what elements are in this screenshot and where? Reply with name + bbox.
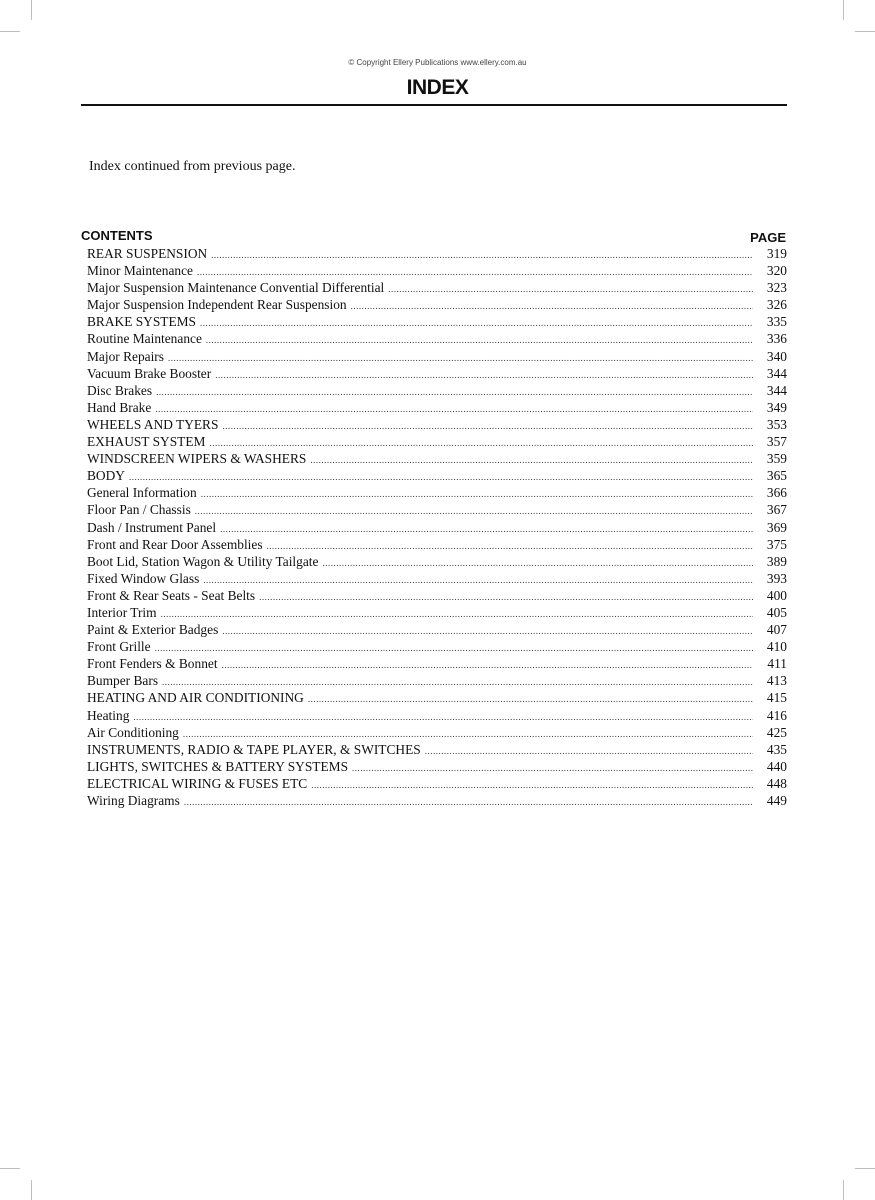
toc-dot-leader <box>267 538 753 555</box>
toc-entry <box>87 587 787 604</box>
toc-entry <box>87 365 787 382</box>
crop-mark-top-right-v <box>843 0 844 20</box>
toc-entry-label: Air Conditioning <box>87 724 179 740</box>
toc-entry-page: 353 <box>766 416 787 432</box>
toc-entry <box>87 416 787 433</box>
toc-entry <box>87 621 787 638</box>
toc-entry-page: 413 <box>766 673 787 689</box>
crop-mark-bottom-left-v <box>31 1180 32 1200</box>
toc-entry-label: Floor Pan / Chassis <box>87 502 191 518</box>
table-of-contents <box>87 245 787 809</box>
toc-entry <box>87 484 787 501</box>
toc-entry <box>87 330 787 347</box>
toc-entry-page: 344 <box>766 365 787 381</box>
toc-dot-leader <box>161 606 753 623</box>
toc-entry-label: Front Fenders & Bonnet <box>87 656 218 672</box>
toc-dot-leader <box>211 247 753 264</box>
toc-entry-page: 359 <box>766 451 787 467</box>
toc-entry <box>87 604 787 621</box>
crop-mark-top-left-h <box>0 31 20 32</box>
toc-entry-page: 344 <box>766 382 787 398</box>
page-column-header: PAGE <box>750 230 786 245</box>
toc-entry-label: INSTRUMENTS, RADIO & TAPE PLAYER, & SWITCHES <box>87 741 421 757</box>
toc-entry-label: Minor Maintenance <box>87 263 193 279</box>
copyright-notice: © Copyright Ellery Publications www.ellery.com.au <box>348 58 527 67</box>
toc-dot-leader <box>184 794 753 811</box>
toc-entry-page: 357 <box>766 434 787 450</box>
toc-dot-leader <box>351 298 753 315</box>
toc-dot-leader <box>155 640 753 657</box>
toc-entry-label: BRAKE SYSTEMS <box>87 314 197 330</box>
toc-dot-leader <box>352 760 753 777</box>
toc-entry-label: EXHAUST SYSTEM <box>87 434 206 450</box>
toc-entry-label: Paint & Exterior Badges <box>87 622 219 638</box>
toc-entry-label: Disc Brakes <box>87 382 153 398</box>
toc-dot-leader <box>220 521 753 538</box>
toc-entry-label: Routine Maintenance <box>87 331 202 347</box>
toc-entry-label: Fixed Window Glass <box>87 570 200 586</box>
crop-mark-top-left-v <box>31 0 32 20</box>
crop-mark-top-right-h <box>855 31 875 32</box>
toc-entry <box>87 707 787 724</box>
toc-entry-label: BODY <box>87 468 125 484</box>
contents-column-header: CONTENTS <box>81 228 153 243</box>
toc-entry-page: 405 <box>766 604 787 620</box>
toc-dot-leader <box>215 367 753 384</box>
toc-entry-page: 440 <box>766 758 787 774</box>
toc-dot-leader <box>310 452 753 469</box>
toc-entry-page: 323 <box>766 280 787 296</box>
toc-dot-leader <box>195 503 753 520</box>
toc-entry-label: Front & Rear Seats - Seat Belts <box>87 587 256 603</box>
toc-dot-leader <box>259 589 753 606</box>
toc-entry-page: 449 <box>766 793 787 808</box>
toc-dot-leader <box>203 572 753 589</box>
toc-entry-label: General Information <box>87 485 197 501</box>
toc-entry <box>87 262 787 279</box>
toc-entry-page: 319 <box>766 246 787 261</box>
toc-entry <box>87 570 787 587</box>
toc-dot-leader <box>133 709 753 726</box>
toc-entry-label: REAR SUSPENSION <box>87 246 208 261</box>
toc-entry-label: Major Suspension Independent Rear Suspension <box>87 297 347 313</box>
toc-dot-leader <box>311 777 753 794</box>
toc-dot-leader <box>206 332 753 349</box>
toc-entry-page: 425 <box>766 724 787 740</box>
toc-dot-leader <box>201 486 753 503</box>
toc-dot-leader <box>222 418 753 435</box>
toc-dot-leader <box>425 743 753 760</box>
toc-entry <box>87 741 787 758</box>
toc-dot-leader <box>200 315 753 332</box>
toc-entry <box>87 399 787 416</box>
toc-entry <box>87 655 787 672</box>
toc-dot-leader <box>322 555 753 572</box>
toc-entry-page: 410 <box>766 639 787 655</box>
toc-entry <box>87 553 787 570</box>
toc-entry-page: 407 <box>766 622 787 638</box>
toc-entry-page: 400 <box>766 587 787 603</box>
toc-entry <box>87 382 787 399</box>
toc-entry-label: Front Grille <box>87 639 151 655</box>
toc-entry-page: 349 <box>766 399 787 415</box>
toc-entry <box>87 536 787 553</box>
toc-entry-label: Heating <box>87 707 130 723</box>
toc-entry-label: Dash / Instrument Panel <box>87 519 217 535</box>
toc-dot-leader <box>168 350 753 367</box>
crop-mark-bottom-right-v <box>843 1180 844 1200</box>
toc-entry-label: LIGHTS, SWITCHES & BATTERY SYSTEMS <box>87 758 349 774</box>
intro-text: Index continued from previous page. <box>89 159 296 174</box>
toc-dot-leader <box>222 623 753 640</box>
toc-entry <box>87 792 787 809</box>
toc-entry-label: HEATING AND AIR CONDITIONING <box>87 690 304 706</box>
title-divider <box>81 104 787 106</box>
toc-entry-label: Major Suspension Maintenance Convential Differential <box>87 280 385 296</box>
toc-entry-page: 435 <box>766 741 787 757</box>
toc-entry-page: 365 <box>766 468 787 484</box>
toc-entry-page: 335 <box>766 314 787 330</box>
toc-entry <box>87 296 787 313</box>
toc-entry-label: WINDSCREEN WIPERS & WASHERS <box>87 451 307 467</box>
toc-entry-label: Boot Lid, Station Wagon & Utility Tailgate <box>87 553 319 569</box>
toc-entry-page: 416 <box>766 707 787 723</box>
toc-entry-label: Front and Rear Door Assemblies <box>87 536 263 552</box>
toc-entry <box>87 724 787 741</box>
toc-entry-label: Bumper Bars <box>87 673 159 689</box>
toc-entry-page: 320 <box>766 263 787 279</box>
crop-mark-bottom-left-h <box>0 1168 20 1169</box>
toc-entry-page: 448 <box>766 775 787 791</box>
toc-entry <box>87 313 787 330</box>
toc-entry-page: 393 <box>766 570 787 586</box>
toc-entry-label: Hand Brake <box>87 399 152 415</box>
toc-entry-label: Major Repairs <box>87 348 164 364</box>
toc-entry-page: 367 <box>766 502 787 518</box>
toc-entry-page: 369 <box>766 519 787 535</box>
page-title: INDEX <box>406 76 469 99</box>
toc-entry-page: 415 <box>766 690 787 706</box>
toc-entry <box>87 758 787 775</box>
toc-entry <box>87 245 787 262</box>
toc-entry <box>87 689 787 706</box>
toc-entry <box>87 672 787 689</box>
toc-entry <box>87 501 787 518</box>
toc-dot-leader <box>156 384 753 401</box>
toc-entry-page: 366 <box>766 485 787 501</box>
toc-entry <box>87 279 787 296</box>
toc-entry-page: 375 <box>766 536 787 552</box>
toc-entry-label: Wiring Diagrams <box>87 793 180 808</box>
toc-entry-page: 326 <box>766 297 787 313</box>
toc-entry-label: Vacuum Brake Booster <box>87 365 212 381</box>
toc-entry <box>87 348 787 365</box>
toc-entry <box>87 450 787 467</box>
toc-entry <box>87 519 787 536</box>
toc-entry <box>87 638 787 655</box>
toc-entry <box>87 433 787 450</box>
toc-entry-page: 340 <box>766 348 787 364</box>
toc-dot-leader <box>129 469 753 486</box>
toc-dot-leader <box>222 657 753 674</box>
toc-dot-leader <box>308 691 753 708</box>
toc-entry-label: Interior Trim <box>87 604 157 620</box>
toc-entry-label: WHEELS AND TYERS <box>87 416 219 432</box>
toc-entry-page: 411 <box>767 656 787 672</box>
toc-dot-leader <box>388 281 753 298</box>
toc-entry-page: 389 <box>766 553 787 569</box>
crop-mark-bottom-right-h <box>855 1168 875 1169</box>
toc-dot-leader <box>155 401 753 418</box>
toc-entry <box>87 775 787 792</box>
toc-entry-page: 336 <box>766 331 787 347</box>
toc-entry <box>87 467 787 484</box>
toc-entry-label: ELECTRICAL WIRING & FUSES ETC <box>87 775 308 791</box>
